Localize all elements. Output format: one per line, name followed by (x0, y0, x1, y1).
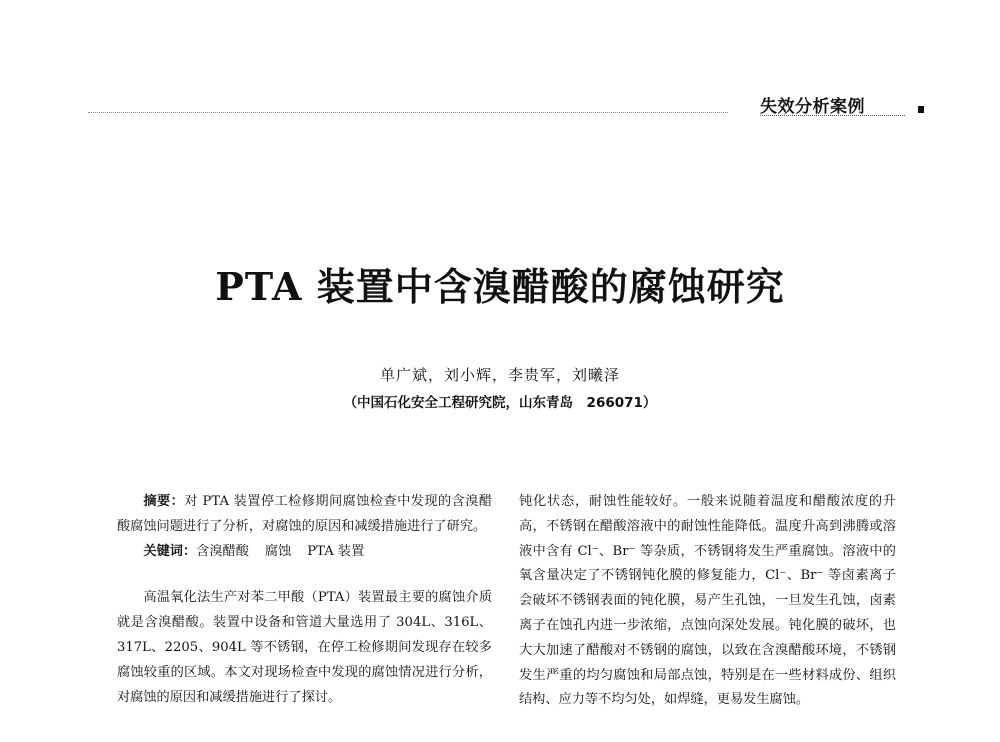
article-title: PTA 装置中含溴醋酸的腐蚀研究 (215, 264, 785, 309)
abstract-label: 摘要： (143, 494, 185, 509)
keywords (117, 540, 492, 565)
section-marker-square (918, 106, 924, 113)
header-dotted-rule (88, 112, 728, 113)
introduction-paragraph: 高温氧化法生产对苯二甲酸（PTA）装置最主要的腐蚀介质就是含溴醋酸。装置中设备和管道大量选用了 304L、316L、317L、2205、904L 等不锈钢，在停工检修期间发现存在较多腐蚀较重的区域。本文对现场检查中发现的腐蚀情况进行分析，对腐蚀的原因和减缓措施进行了探讨。 (117, 590, 492, 705)
right-column-paragraph: 钝化状态，耐蚀性能较好。一般来说随着温度和醋酸浓度的升高，不锈钢在醋酸溶液中的耐蚀性能降低。温度升高到沸腾或溶液中含有 Cl⁻、Br⁻ 等杂质，不锈钢将发生严重腐蚀。溶液中的氧含量决定了不锈钢钝化膜的修复能力，Cl⁻、Br⁻ 等卤素离子会破坏不锈钢表面的钝化膜，易产生孔蚀，一旦发生孔蚀，卤素离子在蚀孔内进一步浓缩，点蚀向深处发展。钝化膜的破坏，也大大加速了醋酸对不锈钢的腐蚀，以致在含溴醋酸环境，不锈钢发生严重的均匀腐蚀和局部点蚀，特别是在一些材料成份、组织结构、应力等不均匀处，如焊缝，更易发生腐蚀。 (519, 494, 896, 708)
left-column (117, 490, 492, 710)
keyword-item: 腐蚀 (264, 543, 292, 559)
keywords-label: 关键词： (143, 543, 197, 559)
article-authors: 单广斌，刘小辉，李贵军，刘曦泽 (379, 366, 620, 384)
keyword-item: PTA 装置 (307, 543, 365, 559)
abstract-text: 对 PTA 装置停工检修期间腐蚀检查中发现的含溴醋酸腐蚀问题进行了分析，对腐蚀的原因和减缓措施进行了研究。 (117, 494, 493, 534)
keyword-item: 含溴醋酸 (196, 543, 249, 559)
section-label: 失效分析案例 (760, 97, 865, 117)
article-affiliation: （中国石化安全工程研究院，山东青岛 266071） (343, 395, 657, 411)
abstract (117, 490, 492, 540)
right-column (519, 490, 896, 713)
section-underline (760, 115, 905, 116)
